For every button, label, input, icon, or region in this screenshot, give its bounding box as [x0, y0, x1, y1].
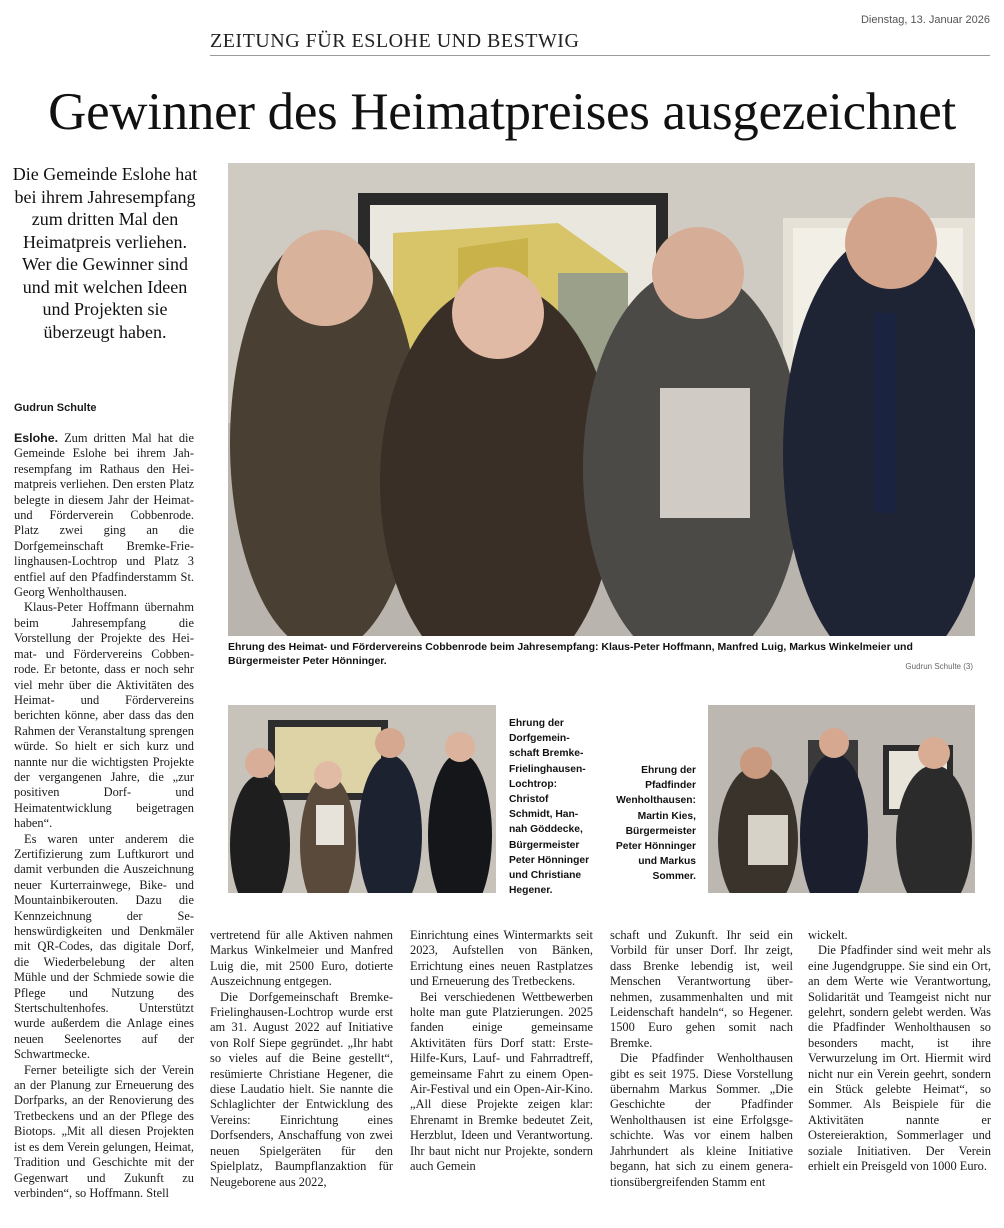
second-photo-caption: Ehrung der Dorfgemeinschaft Bremke-Frielinghausen-Lochtrop: Christof Schmidt, Hannah Göddecke, Bürgermeister Peter Hönninger und Christiane Hegener.: [509, 718, 590, 897]
col2-paragraph-2: Die Dorfgemeinschaft Bremke-Frielinghausen-Lochtrop wurde erst am 31. August 2022 auf Initiative von Rolf Siepe gegründet. „Ihr habt so vieles auf die Beine gestellt“, resümierte Christiane Hegener, die diese Laudatio hielt. Sie nannte die Schlaglichter der Entwicklung des Vereins: Einrichtung eines Dorfsenders, Anschaffung von zwei neuen Spielgeräten für den Spielplatz, Baumpflanzaktion für Neugeborene aus 2022,: [210, 989, 393, 1189]
article-column-1: [14, 431, 194, 1201]
photo-credit: Gudrun Schulte (3): [905, 662, 973, 671]
third-photo-image: [708, 705, 975, 893]
lead-paragraph: Die Gemeinde Eslohe hat bei ihrem Jahresempfang zum dritten Mal den Heimatpreis verliehen. Wer die Gewinner sind und mit welchen Ideen und Projekten sie überzeugt haben.: [12, 164, 198, 342]
third-photo: [708, 705, 975, 893]
col5-paragraph-2: Die Pfadfinder sind weit mehr als eine Jugendgruppe. Sie sind ein Ort, an dem Werte wie Verantwortung, Solidarität und Teamgeist nicht nur gelehrt, sondern gelebt werden. Was die Pfadfinder Wenholthausen so besonders macht, ist ihre Verwurzelung im Ort. Hiermit wird nicht nur ein Verein geehrt, sondern ein Stück gelebte Heimat“, so Sommer. Als Beispiele für die Aktivitäten nannte er Ostereieraktion, Sommerlager und soziale Initiativen. Der Verein erhielt ein Preisgeld von 1000 Euro.: [808, 943, 991, 1174]
col1-paragraph-1: Zum dritten Mal hat die Gemeinde Eslohe bei ihrem Jahresempfang im Rathaus den Heimatpreis verliehen. Den ersten Platz belegte in diesem Jahr der Heimat- und Förderverein Cobbenrode. Platz zwei ging an die Dorfgemeinschaft Bremke-Frielinghausen-Lochtrop und Platz 3 entfiel auf den Pfadfinderstamm St. Georg Wenholthausen.: [14, 431, 194, 600]
article-column-5: [808, 928, 991, 1175]
col3-paragraph-2: Bei verschiedenen Wettbewerben holte man gute Platzierungen. 2025 fanden einige gemeinsame Aktivitäten fürs Dorf statt: Erste-Hilfe-Kurs, Lauf- und Fahrradtreff, gemeinsame Fahrt zu einem Open-Air-Festival und ein Open-Air-Kino. „All diese Projekte zeigen klar: Ehrenamt in Bremke bedeutet Zeit, Herzblut, Ideen und Verantwortung. Ihr baut nicht nur Projekte, sondern auch Gemein: [410, 989, 593, 1174]
header-rule: [210, 55, 990, 56]
newspaper-name: ZEITUNG FÜR ESLOHE UND BESTWIG: [210, 30, 580, 52]
article-column-3: [410, 928, 593, 1175]
col1-paragraph-3: Es waren unter anderem die Zertifizierung zum Luftkurort und damit verbunden die Auszeichnung neuer Kurterrainwege, Bike- und Mountainbikerouten. Dazu die Kennzeichnung der Sehenswürdigkeiten und Denkmäler mit QR-Codes, das digitale Dorf, die Wiederbelebung der alten Mühle und der Schmiede sowie die Pflege und Nutzung des Stertschultenhofes. Unterstützt wurde außerdem die Anlage eines neuen Seelenortes auf der Schwartmecke.: [14, 831, 194, 1062]
third-photo-caption: Ehrung der Pfadfinder Wenholthausen: Martin Kies, Bürgermeister Peter Hönninger und Markus Sommer.: [615, 765, 696, 883]
article-column-2: [210, 928, 393, 1190]
article-column-4: [610, 928, 793, 1190]
main-photo-caption: Ehrung des Heimat- und Fördervereins Cobbenrode beim Jahresempfang: Klaus-Peter Hoffmann, Manfred Luig, Markus Winkelmeier und Bürgermeister Peter Hönninger.: [228, 641, 913, 667]
col4-paragraph-1: schaft und Zukunft. Ihr seid ein Vorbild für unser Dorf. Ihr zeigt, dass Brenke lebendig ist, weil Menschen Verantwortung übernehmen, zusammenhalten und mit Leidenschaft handeln“, so Hegener. 1500 Euro gehen somit nach Bremke.: [610, 928, 793, 1050]
second-photo: [228, 705, 496, 893]
col4-paragraph-2: Die Pfadfinder Wenholthausen gibt es seit 1975. Diese Vorstellung übernahm Markus Sommer. „Die Geschichte der Pfadfinder Wenholthausen ist eine Erfolgsgeschichte. Was vor einem halben Jahrhundert als kleine Initiative begann, hat sich zu einem generationsübergreifenden Stamm ent: [610, 1051, 793, 1189]
col2-paragraph-1: vertretend für alle Aktiven nahmen Markus Winkelmeier und Manfred Luig die, mit 2500 Euro, dotierte Auszeichnung entgegen.: [210, 928, 393, 989]
col1-paragraph-2: Klaus-Peter Hoffmann übernahm beim Jahresempfang die Vorstellung der Projekte des Heimat- und Fördervereins Cobbenrode. Er betonte, dass er noch sehr viel mehr über die Aktivitäten des Heimat- und Fördervereins berichten könne, aber dass das den Rahmen der Veranstaltung sprengen würde. So hielt er sich kurz und nannte nur die wichtigsten Projekte der vergangenen Jahre, die „zur positiven Dorf- und Heimatentwicklung beigetragen haben“.: [14, 600, 194, 831]
col3-paragraph-1: Einrichtung eines Wintermarkts seit 2023, Aufstellen von Bänken, Errichtung eines neuen Rastplatzes und Erneuerung des Tretbeckens.: [410, 928, 593, 989]
main-photo-image: [228, 163, 975, 636]
dateline: Eslohe.: [14, 431, 59, 445]
issue-date: Dienstag, 13. Januar 2026: [860, 14, 990, 26]
col5-paragraph-1: wickelt.: [808, 928, 848, 942]
col1-paragraph-4: Ferner beteiligte sich der Verein an der Planung zur Erneuerung des Dorfparks, an der Renovierung des Tretbeckens und an der Pflege des Biotops. „Mit all diesen Projekten ist es dem Verein gelungen, Heimat, Tradition und Geschichte mit der Gegenwart und Zukunft zu verbinden“, so Hoffmann. Stell: [14, 1062, 194, 1200]
main-photo: [228, 163, 975, 636]
headline: Gewinner des Heimatpreises ausgezeichnet: [48, 83, 956, 141]
author-byline: Gudrun Schulte: [14, 402, 97, 414]
second-photo-image: [228, 705, 496, 893]
